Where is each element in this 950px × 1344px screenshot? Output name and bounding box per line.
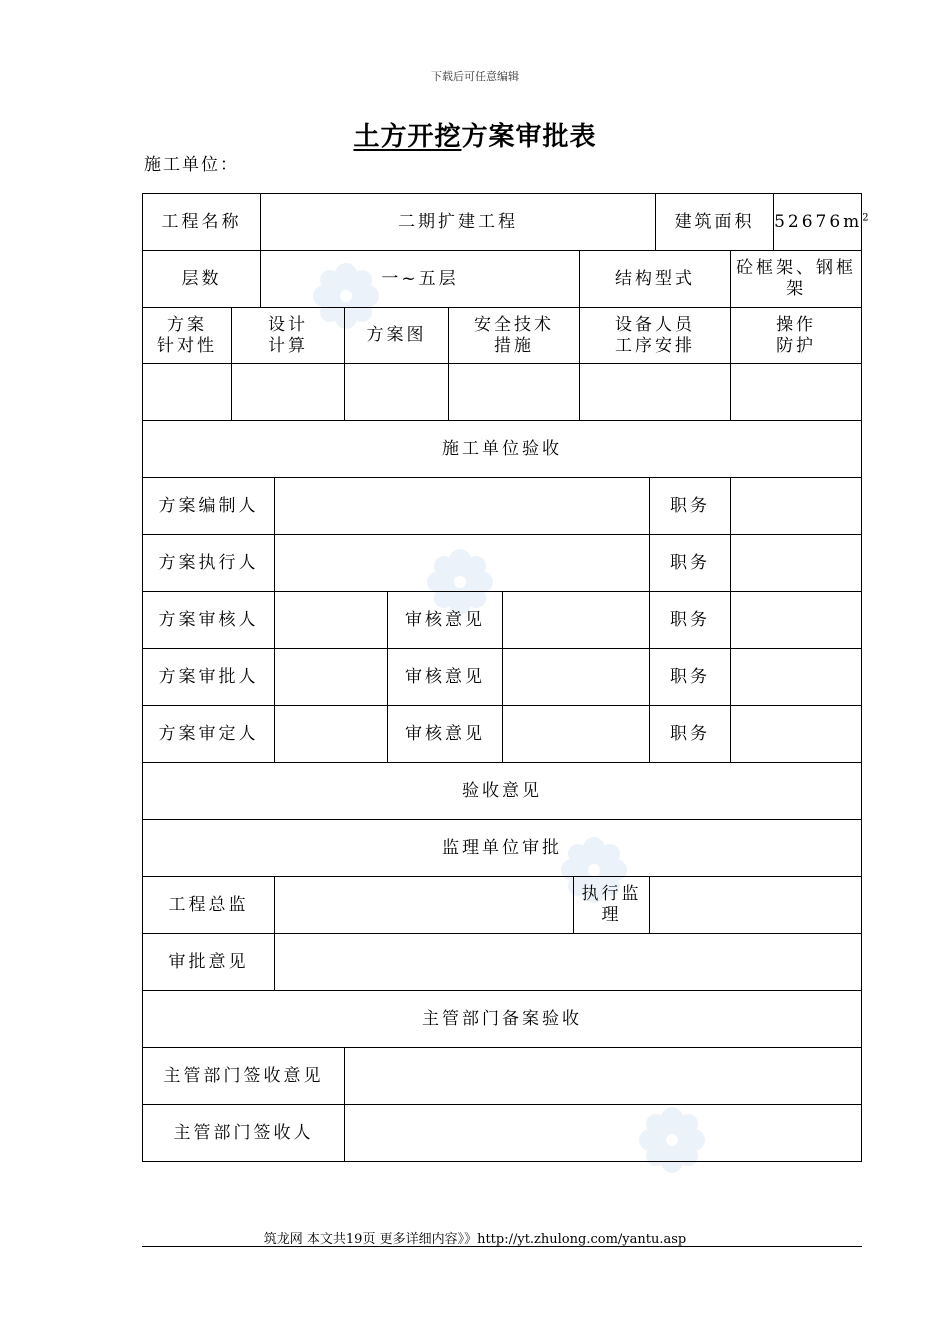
area-number: 52676m (774, 211, 863, 232)
section-construction-row (143, 421, 862, 478)
reviewer-opinion-value[interactable] (503, 592, 650, 649)
criteria-header-design-calc (232, 308, 345, 364)
supervisor-row (143, 877, 862, 934)
approver-label: 方案审批人 (143, 649, 275, 706)
finalizer-row (143, 706, 862, 763)
chief-supervisor-label: 工程总监 (143, 877, 275, 934)
section-construction-title: 施工单位验收 (143, 421, 862, 478)
criteria-value-cell[interactable] (449, 364, 580, 421)
structure-type-value[interactable]: 砼框架、钢框架 (731, 251, 862, 308)
header-line: 针对性 (157, 335, 217, 356)
authority-sign-opinion-value[interactable] (345, 1048, 862, 1105)
floors-value[interactable]: 一~五层 (261, 251, 580, 308)
finalizer-position-value[interactable] (731, 706, 862, 763)
building-area-value[interactable] (774, 194, 872, 251)
executor-position-value[interactable] (731, 535, 862, 592)
position-label: 职务 (650, 478, 731, 535)
approval-form-table (142, 193, 872, 1162)
approval-opinion-label: 审批意见 (143, 934, 275, 991)
header-line: 操作 (776, 314, 817, 335)
acceptance-opinion-title: 验收意见 (143, 763, 862, 820)
header-line: 设计 (268, 314, 308, 335)
executor-value[interactable] (275, 535, 650, 592)
compiler-row (143, 478, 862, 535)
structure-info-row (143, 251, 862, 308)
footer-text: 筑龙网 本文共19页 更多详细内容》》http://yt.zhulong.com/yantu.asp (263, 1232, 687, 1247)
criteria-header-safety-measures (449, 308, 580, 364)
criteria-value-cell[interactable] (731, 364, 862, 421)
approver-row (143, 649, 862, 706)
compiler-value[interactable] (275, 478, 650, 535)
authority-opinion-row (143, 1048, 862, 1105)
header-line: 措施 (494, 335, 534, 356)
finalizer-opinion-value[interactable] (503, 706, 650, 763)
position-label: 职务 (650, 592, 731, 649)
header-note: 下载后可任意编辑 (431, 70, 519, 83)
header-line: 计算 (268, 335, 308, 356)
section-authority-row (143, 991, 862, 1048)
building-area-label: 建筑面积 (656, 194, 774, 251)
executive-supervisor-value[interactable] (650, 877, 862, 934)
position-label: 职务 (650, 706, 731, 763)
position-label: 职务 (650, 649, 731, 706)
authority-signer-value[interactable] (345, 1105, 862, 1162)
approver-opinion-value[interactable] (503, 649, 650, 706)
section-authority-title: 主管部门备案验收 (143, 991, 862, 1048)
criteria-value-row (143, 364, 862, 421)
criteria-value-cell[interactable] (232, 364, 345, 421)
criteria-header-operation-protection (731, 308, 862, 364)
reviewer-value[interactable] (275, 592, 388, 649)
header-line: 设备人员 (615, 314, 696, 335)
title-rest: 方案审批表 (461, 122, 597, 152)
criteria-value-cell[interactable] (345, 364, 449, 421)
approval-opinion-row (143, 934, 862, 991)
floors-label: 层数 (143, 251, 261, 308)
authority-sign-opinion-label: 主管部门签收意见 (143, 1048, 345, 1105)
section-supervision-title: 监理单位审批 (143, 820, 862, 877)
acceptance-opinion-row (143, 763, 862, 820)
header-line: 安全技术 (474, 314, 554, 335)
position-label: 职务 (650, 535, 731, 592)
criteria-header-row (143, 308, 862, 364)
title-underlined: 土方开挖 (353, 122, 462, 152)
authority-signer-label: 主管部门签收人 (143, 1105, 345, 1162)
header-line: 方案图 (366, 325, 427, 345)
criteria-value-cell[interactable] (143, 364, 232, 421)
section-supervision-row (143, 820, 862, 877)
approval-opinion-value[interactable] (275, 934, 862, 991)
footer-divider (142, 1246, 862, 1247)
review-opinion-label: 审核意见 (388, 649, 503, 706)
authority-signer-row (143, 1105, 862, 1162)
criteria-value-cell[interactable] (580, 364, 731, 421)
project-name-label: 工程名称 (143, 194, 261, 251)
approver-position-value[interactable] (731, 649, 862, 706)
compiler-label: 方案编制人 (143, 478, 275, 535)
project-info-row (143, 194, 862, 251)
header-line: 防护 (776, 335, 817, 356)
finalizer-value[interactable] (275, 706, 388, 763)
review-opinion-label: 审核意见 (388, 592, 503, 649)
reviewer-label: 方案审核人 (143, 592, 275, 649)
area-unit-exponent: 2 (862, 211, 872, 223)
executor-label: 方案执行人 (143, 535, 275, 592)
finalizer-label: 方案审定人 (143, 706, 275, 763)
construction-unit-label: 施工单位： (144, 155, 239, 175)
header-line: 方案 (167, 314, 207, 335)
reviewer-position-value[interactable] (731, 592, 862, 649)
criteria-header-equipment-process (580, 308, 731, 364)
criteria-header-targeting (143, 308, 232, 364)
project-name-value[interactable]: 二期扩建工程 (261, 194, 656, 251)
reviewer-row (143, 592, 862, 649)
document-title (0, 116, 950, 153)
chief-supervisor-value[interactable] (275, 877, 574, 934)
structure-type-label: 结构型式 (580, 251, 731, 308)
executive-supervisor-label: 执行监理 (574, 877, 650, 934)
approver-value[interactable] (275, 649, 388, 706)
header-line: 工序安排 (615, 335, 696, 356)
compiler-position-value[interactable] (731, 478, 862, 535)
review-opinion-label: 审核意见 (388, 706, 503, 763)
criteria-header-plan-drawing (345, 308, 449, 364)
executor-row (143, 535, 862, 592)
